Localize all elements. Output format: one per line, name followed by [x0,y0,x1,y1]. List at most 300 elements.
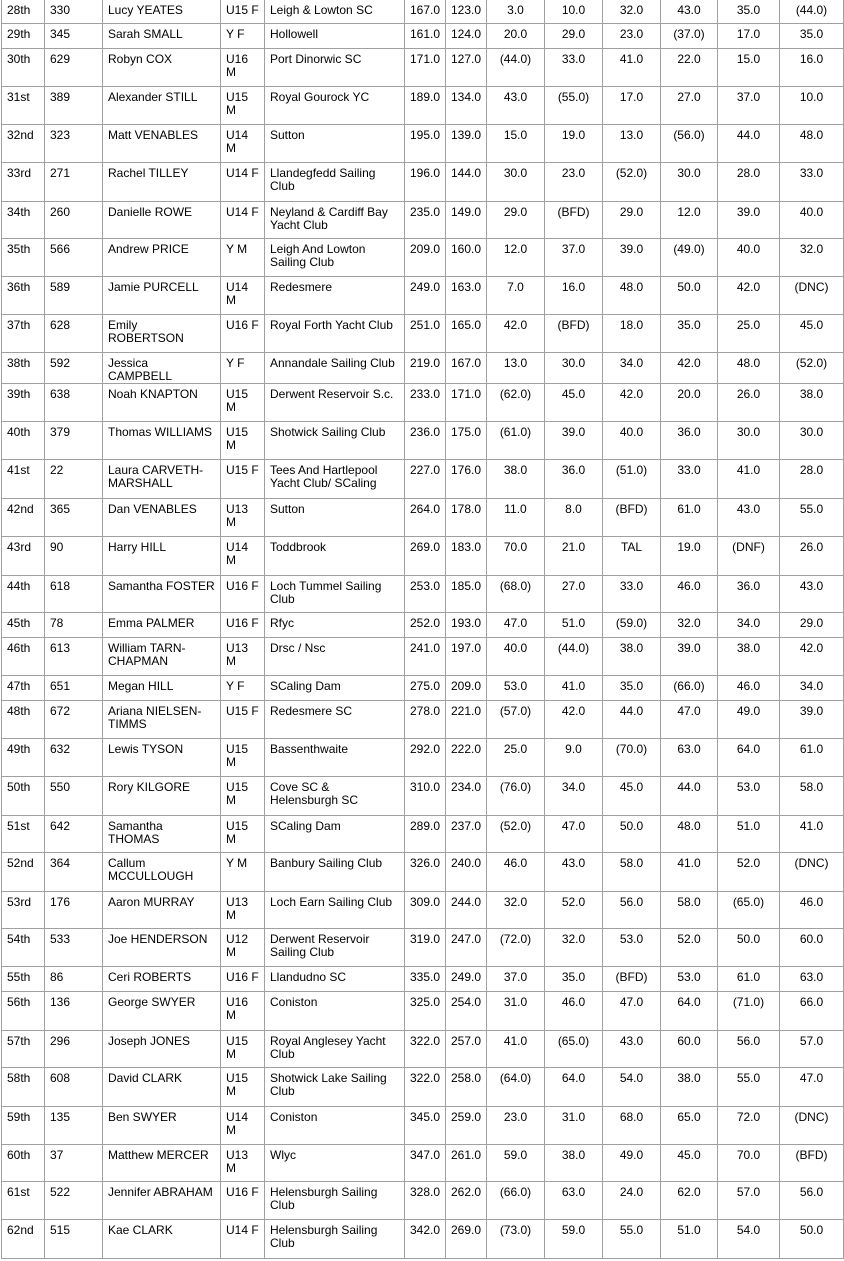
race-1-cell: (66.0) [487,1182,545,1220]
race-4-cell: 64.0 [661,992,718,1031]
race-1-cell: 25.0 [487,739,545,777]
table-row [2,1031,844,1068]
nett-points-cell: 234.0 [446,777,487,816]
total-points-cell: 328.0 [405,1182,446,1220]
table-row [2,816,844,853]
race-4-cell: 39.0 [661,638,718,676]
sail-number-cell: 589 [45,277,103,315]
helm-name-cell: Ariana NIELSEN-TIMMS [103,701,221,739]
helm-name-cell: Megan HILL [103,676,221,701]
race-4-cell: 43.0 [661,0,718,24]
helm-name-cell: Dan VENABLES [103,499,221,537]
nett-points-cell: 254.0 [446,992,487,1031]
race-5-cell: 37.0 [718,87,780,125]
race-1-cell: 70.0 [487,537,545,576]
race-6-cell: (DNC) [780,277,844,315]
nett-points-cell: 209.0 [446,676,487,701]
table-row [2,353,844,384]
race-1-cell: (73.0) [487,1220,545,1259]
sail-number-cell: 176 [45,892,103,929]
race-1-cell: 43.0 [487,87,545,125]
race-3-cell: 47.0 [603,992,661,1031]
race-4-cell: 61.0 [661,499,718,537]
race-5-cell: (DNF) [718,537,780,576]
table-row [2,1107,844,1145]
results-table-body [2,0,844,1259]
total-points-cell: 342.0 [405,1220,446,1259]
category-cell: U16 F [221,315,265,353]
nett-points-cell: 237.0 [446,816,487,853]
race-5-cell: 53.0 [718,777,780,816]
race-4-cell: 41.0 [661,853,718,892]
sail-number-cell: 533 [45,929,103,967]
race-5-cell: 44.0 [718,125,780,163]
total-points-cell: 253.0 [405,576,446,613]
nett-points-cell: 193.0 [446,613,487,638]
race-5-cell: 25.0 [718,315,780,353]
race-5-cell: 55.0 [718,1068,780,1107]
sail-number-cell: 345 [45,24,103,49]
nett-points-cell: 127.0 [446,49,487,87]
race-5-cell: 17.0 [718,24,780,49]
helm-name-cell: George SWYER [103,992,221,1031]
race-3-cell: 44.0 [603,701,661,739]
race-1-cell: (44.0) [487,49,545,87]
helm-name-cell: Ben SWYER [103,1107,221,1145]
race-6-cell: 28.0 [780,460,844,499]
race-1-cell: 47.0 [487,613,545,638]
table-row [2,277,844,315]
race-5-cell: 28.0 [718,163,780,202]
total-points-cell: 171.0 [405,49,446,87]
club-cell: Cove SC & Helensburgh SC [265,777,405,816]
race-2-cell: (55.0) [545,87,603,125]
race-6-cell: (DNC) [780,853,844,892]
race-6-cell: 40.0 [780,202,844,239]
nett-points-cell: 165.0 [446,315,487,353]
category-cell: U16 F [221,613,265,638]
position-cell: 40th [2,422,45,460]
sail-number-cell: 365 [45,499,103,537]
helm-name-cell: Noah KNAPTON [103,384,221,422]
position-cell: 29th [2,24,45,49]
total-points-cell: 309.0 [405,892,446,929]
race-3-cell: 55.0 [603,1220,661,1259]
race-2-cell: (65.0) [545,1031,603,1068]
position-cell: 46th [2,638,45,676]
table-row [2,125,844,163]
race-3-cell: 39.0 [603,239,661,277]
race-2-cell: 34.0 [545,777,603,816]
total-points-cell: 325.0 [405,992,446,1031]
total-points-cell: 275.0 [405,676,446,701]
club-cell: Loch Earn Sailing Club [265,892,405,929]
sail-number-cell: 618 [45,576,103,613]
race-6-cell: 58.0 [780,777,844,816]
table-row [2,638,844,676]
nett-points-cell: 175.0 [446,422,487,460]
sail-number-cell: 628 [45,315,103,353]
category-cell: Y M [221,853,265,892]
sail-number-cell: 330 [45,0,103,24]
club-cell: Royal Forth Yacht Club [265,315,405,353]
race-1-cell: 37.0 [487,967,545,992]
position-cell: 45th [2,613,45,638]
race-5-cell: 38.0 [718,638,780,676]
race-3-cell: (52.0) [603,163,661,202]
race-6-cell: 57.0 [780,1031,844,1068]
race-2-cell: (BFD) [545,202,603,239]
race-2-cell: 52.0 [545,892,603,929]
table-row [2,239,844,277]
position-cell: 30th [2,49,45,87]
race-1-cell: (64.0) [487,1068,545,1107]
race-5-cell: 46.0 [718,676,780,701]
club-cell: Derwent Reservoir Sailing Club [265,929,405,967]
helm-name-cell: Andrew PRICE [103,239,221,277]
total-points-cell: 209.0 [405,239,446,277]
total-points-cell: 195.0 [405,125,446,163]
race-6-cell: 66.0 [780,992,844,1031]
table-row [2,460,844,499]
helm-name-cell: William TARN-CHAPMAN [103,638,221,676]
sail-number-cell: 364 [45,853,103,892]
race-3-cell: 29.0 [603,202,661,239]
club-cell: Derwent Reservoir S.c. [265,384,405,422]
race-1-cell: 31.0 [487,992,545,1031]
race-3-cell: 58.0 [603,853,661,892]
race-4-cell: 53.0 [661,967,718,992]
table-row [2,576,844,613]
category-cell: U14 M [221,125,265,163]
total-points-cell: 252.0 [405,613,446,638]
race-3-cell: TAL [603,537,661,576]
nett-points-cell: 123.0 [446,0,487,24]
race-4-cell: (66.0) [661,676,718,701]
sail-number-cell: 389 [45,87,103,125]
race-2-cell: 51.0 [545,613,603,638]
category-cell: U15 M [221,1068,265,1107]
total-points-cell: 235.0 [405,202,446,239]
sail-number-cell: 522 [45,1182,103,1220]
race-5-cell: 49.0 [718,701,780,739]
nett-points-cell: 249.0 [446,967,487,992]
race-4-cell: 65.0 [661,1107,718,1145]
race-5-cell: 40.0 [718,239,780,277]
helm-name-cell: Robyn COX [103,49,221,87]
category-cell: U14 M [221,537,265,576]
race-2-cell: 35.0 [545,967,603,992]
helm-name-cell: Joseph JONES [103,1031,221,1068]
nett-points-cell: 160.0 [446,239,487,277]
sail-number-cell: 592 [45,353,103,384]
category-cell: U15 M [221,816,265,853]
race-2-cell: 39.0 [545,422,603,460]
table-row [2,1182,844,1220]
category-cell: U14 M [221,277,265,315]
race-1-cell: 20.0 [487,24,545,49]
club-cell: Hollowell [265,24,405,49]
total-points-cell: 310.0 [405,777,446,816]
nett-points-cell: 259.0 [446,1107,487,1145]
race-5-cell: 56.0 [718,1031,780,1068]
category-cell: U15 M [221,739,265,777]
category-cell: U12 M [221,929,265,967]
race-5-cell: 26.0 [718,384,780,422]
race-3-cell: 13.0 [603,125,661,163]
race-6-cell: 48.0 [780,125,844,163]
position-cell: 42nd [2,499,45,537]
race-2-cell: 32.0 [545,929,603,967]
nett-points-cell: 240.0 [446,853,487,892]
table-row [2,992,844,1031]
table-row [2,163,844,202]
race-6-cell: 32.0 [780,239,844,277]
position-cell: 55th [2,967,45,992]
race-5-cell: 70.0 [718,1145,780,1182]
category-cell: U15 M [221,422,265,460]
race-3-cell: 32.0 [603,0,661,24]
race-6-cell: 61.0 [780,739,844,777]
table-row [2,777,844,816]
table-row [2,967,844,992]
race-5-cell: 57.0 [718,1182,780,1220]
sail-number-cell: 323 [45,125,103,163]
helm-name-cell: Matt VENABLES [103,125,221,163]
helm-name-cell: Ceri ROBERTS [103,967,221,992]
table-row [2,49,844,87]
total-points-cell: 347.0 [405,1145,446,1182]
category-cell: U13 M [221,638,265,676]
club-cell: Banbury Sailing Club [265,853,405,892]
race-2-cell: 29.0 [545,24,603,49]
category-cell: Y F [221,353,265,384]
position-cell: 61st [2,1182,45,1220]
sail-number-cell: 260 [45,202,103,239]
race-2-cell: 59.0 [545,1220,603,1259]
race-2-cell: 9.0 [545,739,603,777]
race-6-cell: 43.0 [780,576,844,613]
helm-name-cell: Samantha THOMAS [103,816,221,853]
race-2-cell: 8.0 [545,499,603,537]
race-6-cell: 29.0 [780,613,844,638]
race-1-cell: 12.0 [487,239,545,277]
club-cell: Loch Tummel Sailing Club [265,576,405,613]
race-5-cell: 64.0 [718,739,780,777]
position-cell: 36th [2,277,45,315]
race-6-cell: 39.0 [780,701,844,739]
club-cell: Toddbrook [265,537,405,576]
category-cell: Y F [221,676,265,701]
total-points-cell: 236.0 [405,422,446,460]
race-4-cell: 46.0 [661,576,718,613]
club-cell: Redesmere SC [265,701,405,739]
nett-points-cell: 269.0 [446,1220,487,1259]
race-1-cell: (76.0) [487,777,545,816]
race-3-cell: 48.0 [603,277,661,315]
position-cell: 47th [2,676,45,701]
race-1-cell: 53.0 [487,676,545,701]
position-cell: 60th [2,1145,45,1182]
club-cell: Tees And Hartlepool Yacht Club/ SCaling [265,460,405,499]
position-cell: 28th [2,0,45,24]
table-row [2,384,844,422]
race-5-cell: 54.0 [718,1220,780,1259]
helm-name-cell: Harry HILL [103,537,221,576]
club-cell: Llandudno SC [265,967,405,992]
race-1-cell: 29.0 [487,202,545,239]
position-cell: 50th [2,777,45,816]
category-cell: U14 M [221,1107,265,1145]
race-4-cell: 45.0 [661,1145,718,1182]
category-cell: U15 F [221,0,265,24]
race-6-cell: 10.0 [780,87,844,125]
total-points-cell: 233.0 [405,384,446,422]
sail-number-cell: 638 [45,384,103,422]
club-cell: Annandale Sailing Club [265,353,405,384]
total-points-cell: 322.0 [405,1031,446,1068]
race-3-cell: 24.0 [603,1182,661,1220]
sail-number-cell: 613 [45,638,103,676]
position-cell: 33rd [2,163,45,202]
category-cell: U16 F [221,967,265,992]
race-2-cell: 10.0 [545,0,603,24]
helm-name-cell: Emily ROBERTSON [103,315,221,353]
helm-name-cell: Emma PALMER [103,613,221,638]
sail-number-cell: 37 [45,1145,103,1182]
race-5-cell: 48.0 [718,353,780,384]
position-cell: 62nd [2,1220,45,1259]
club-cell: Neyland & Cardiff Bay Yacht Club [265,202,405,239]
race-2-cell: 21.0 [545,537,603,576]
table-row [2,0,844,24]
position-cell: 48th [2,701,45,739]
sail-number-cell: 90 [45,537,103,576]
race-4-cell: 47.0 [661,701,718,739]
category-cell: U16 M [221,992,265,1031]
race-2-cell: 30.0 [545,353,603,384]
race-3-cell: 18.0 [603,315,661,353]
race-4-cell: 51.0 [661,1220,718,1259]
total-points-cell: 289.0 [405,816,446,853]
race-4-cell: 50.0 [661,277,718,315]
race-1-cell: (61.0) [487,422,545,460]
race-6-cell: 56.0 [780,1182,844,1220]
race-1-cell: (72.0) [487,929,545,967]
race-3-cell: 42.0 [603,384,661,422]
table-row [2,739,844,777]
race-2-cell: 38.0 [545,1145,603,1182]
sail-number-cell: 86 [45,967,103,992]
sail-number-cell: 672 [45,701,103,739]
race-2-cell: 63.0 [545,1182,603,1220]
race-3-cell: (51.0) [603,460,661,499]
race-2-cell: 45.0 [545,384,603,422]
race-5-cell: (65.0) [718,892,780,929]
category-cell: U14 F [221,1220,265,1259]
race-4-cell: 60.0 [661,1031,718,1068]
race-4-cell: 32.0 [661,613,718,638]
race-6-cell: 42.0 [780,638,844,676]
race-2-cell: 27.0 [545,576,603,613]
total-points-cell: 326.0 [405,853,446,892]
race-6-cell: 63.0 [780,967,844,992]
race-4-cell: 19.0 [661,537,718,576]
race-4-cell: 35.0 [661,315,718,353]
race-4-cell: 44.0 [661,777,718,816]
club-cell: Redesmere [265,277,405,315]
club-cell: Royal Gourock YC [265,87,405,125]
race-4-cell: 20.0 [661,384,718,422]
race-6-cell: 55.0 [780,499,844,537]
race-3-cell: (70.0) [603,739,661,777]
total-points-cell: 251.0 [405,315,446,353]
race-6-cell: 35.0 [780,24,844,49]
helm-name-cell: Thomas WILLIAMS [103,422,221,460]
race-5-cell: 39.0 [718,202,780,239]
total-points-cell: 196.0 [405,163,446,202]
race-2-cell: (BFD) [545,315,603,353]
race-3-cell: 38.0 [603,638,661,676]
nett-points-cell: 183.0 [446,537,487,576]
position-cell: 56th [2,992,45,1031]
club-cell: Sutton [265,125,405,163]
total-points-cell: 161.0 [405,24,446,49]
club-cell: Llandegfedd Sailing Club [265,163,405,202]
race-6-cell: 60.0 [780,929,844,967]
race-1-cell: 59.0 [487,1145,545,1182]
helm-name-cell: Callum MCCULLOUGH [103,853,221,892]
table-row [2,87,844,125]
race-4-cell: (37.0) [661,24,718,49]
race-3-cell: 43.0 [603,1031,661,1068]
sail-number-cell: 608 [45,1068,103,1107]
total-points-cell: 292.0 [405,739,446,777]
total-points-cell: 241.0 [405,638,446,676]
nett-points-cell: 261.0 [446,1145,487,1182]
race-5-cell: 43.0 [718,499,780,537]
nett-points-cell: 247.0 [446,929,487,967]
race-6-cell: 34.0 [780,676,844,701]
table-row [2,422,844,460]
helm-name-cell: David CLARK [103,1068,221,1107]
helm-name-cell: Kae CLARK [103,1220,221,1259]
nett-points-cell: 149.0 [446,202,487,239]
race-5-cell: 61.0 [718,967,780,992]
race-5-cell: 42.0 [718,277,780,315]
race-1-cell: 46.0 [487,853,545,892]
race-3-cell: 68.0 [603,1107,661,1145]
sail-number-cell: 515 [45,1220,103,1259]
position-cell: 39th [2,384,45,422]
total-points-cell: 278.0 [405,701,446,739]
race-1-cell: 42.0 [487,315,545,353]
race-5-cell: 51.0 [718,816,780,853]
table-row [2,1068,844,1107]
club-cell: Helensburgh Sailing Club [265,1220,405,1259]
nett-points-cell: 171.0 [446,384,487,422]
helm-name-cell: Danielle ROWE [103,202,221,239]
race-3-cell: 56.0 [603,892,661,929]
race-6-cell: 30.0 [780,422,844,460]
race-3-cell: 35.0 [603,676,661,701]
race-4-cell: 63.0 [661,739,718,777]
position-cell: 53rd [2,892,45,929]
race-2-cell: 16.0 [545,277,603,315]
race-1-cell: (57.0) [487,701,545,739]
race-6-cell: 50.0 [780,1220,844,1259]
position-cell: 38th [2,353,45,384]
